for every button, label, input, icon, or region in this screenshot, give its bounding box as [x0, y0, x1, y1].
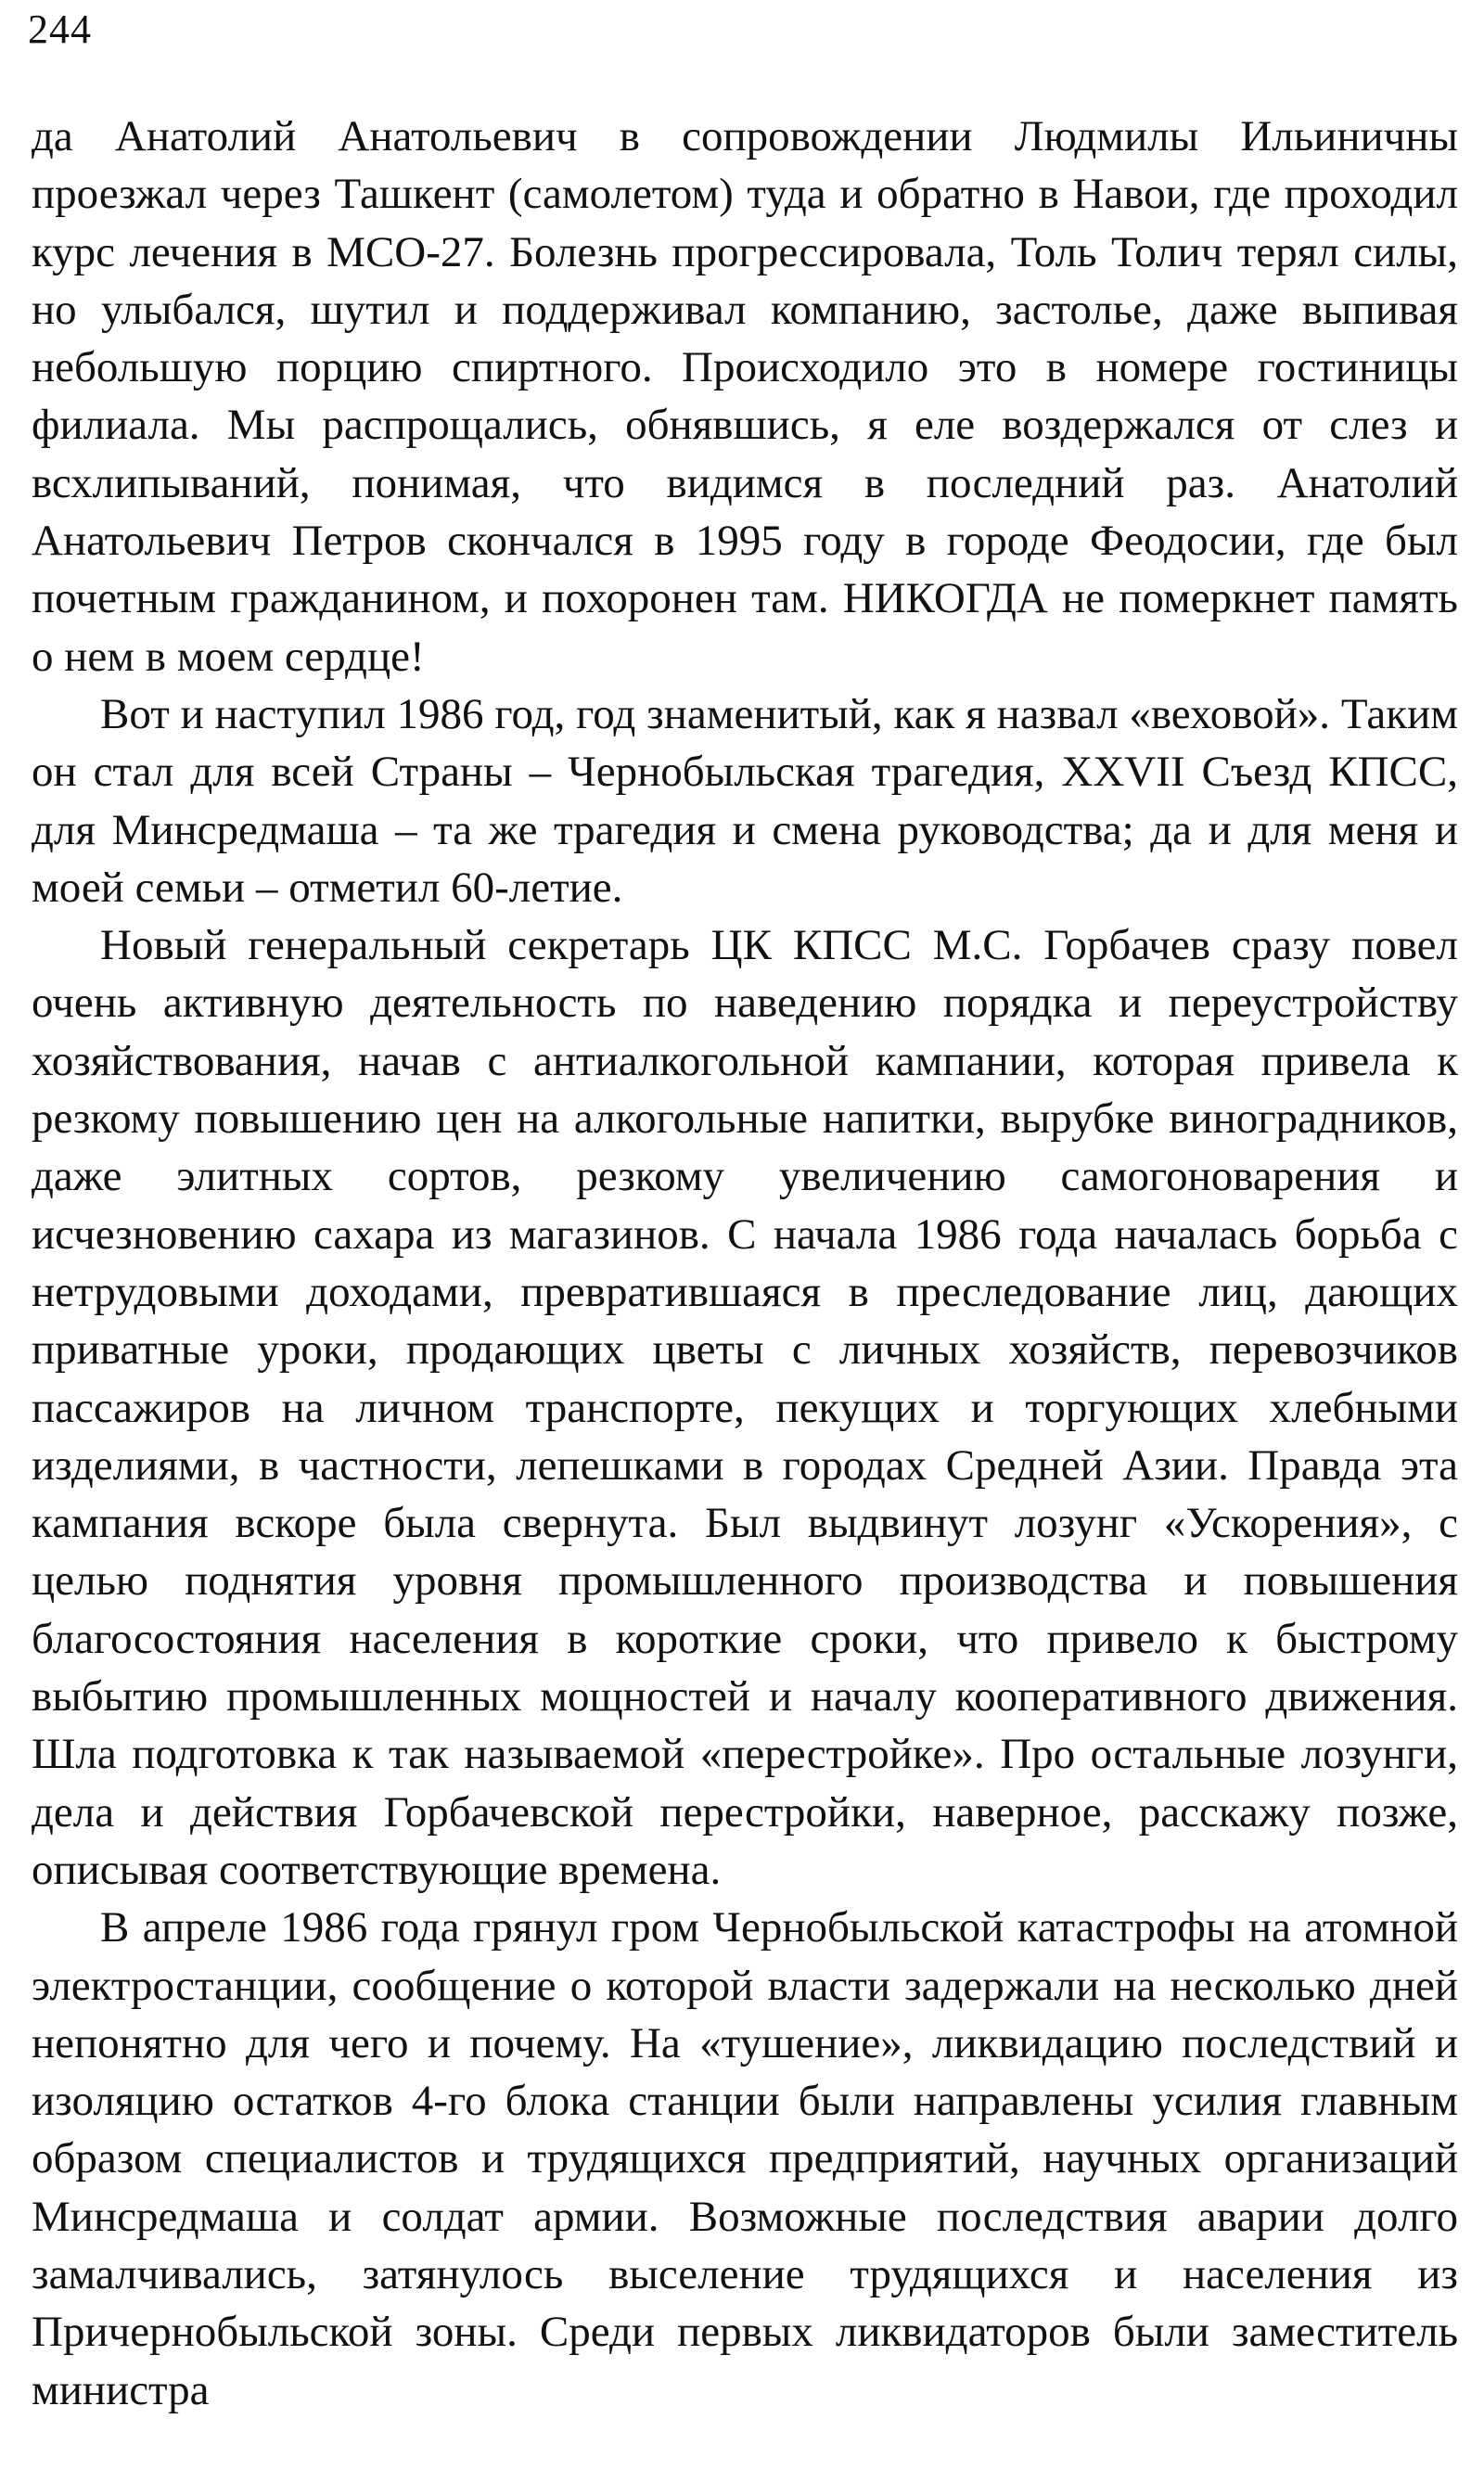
paragraph-3: Новый генеральный секретарь ЦК КПСС М.С. Горбачев сразу повел очень активную деятельность по наведению порядка и переустройству хозяйствования, начав с антиалкогольной кампании, которая привела к резкому повышению цен на алкогольные напитки, вырубке виноградников, даже элитных сортов, резкому увеличению самогоноварения и исчезновению сахара из магазинов. С начала 1986 года началась борьба с нетрудовыми доходами, превратившаяся в преследование лиц, дающих приватные уроки, продающих цветы с личных хозяйств, перевозчиков пассажиров на личном транспорте, пекущих и торгующих хлебными изделиями, в частности, лепешками в городах Средней Азии. Правда эта кампания вскоре была свернута. Был выдвинут лозунг «Ускорения», с целью поднятия уровня промышленного производства и повышения благосостояния населения в короткие сроки, что привело к быстрому выбытию промышленных мощностей и началу кооперативного движения. Шла подготовка к так называемой «перестройке». Про остальные лозунги, дела и действия Горбачевской перестройки, наверное, расскажу позже, описывая соответствующие времена.: [32, 921, 1458, 1894]
paragraph-4: В апреле 1986 года грянул гром Чернобыльской катастрофы на атомной электростанции, сообщение о которой власти задержали на несколько дней непонятно для чего и почему. На «тушение», ликвидацию последствий и изоляцию остатков 4-го блока станции были направлены усилия главным образом специалистов и трудящихся предприятий, научных организаций Минсредмаша и солдат армии. Возможные последствия аварии долго замалчивались, затянулось выселение трудящихся и населения из Причернобыльской зоны. Среди первых ликвидаторов были заместитель министра: [32, 1903, 1458, 2414]
page-body-text: [32, 108, 1458, 2419]
paragraph-2: Вот и наступил 1986 год, год знаменитый, как я назвал «веховой». Таким он стал для всей Страны – Чернобыльская трагедия, XXVII Съезд КПСС, для Минсредмаша – та же трагедия и смена руководства; да и для меня и моей семьи – отметил 60-летие.: [32, 689, 1458, 912]
paragraph-1: да Анатолий Анатольевич в сопровождении Людмилы Ильиничны проезжал через Ташкент (самолетом) туда и обратно в Навои, где проходил курс лечения в МСО-27. Болезнь прогрессировала, Толь Толич терял силы, но улыбался, шутил и поддерживал компанию, застолье, даже выпивая небольшую порцию спиртного. Происходило это в номере гостиницы филиала. Мы распрощались, обнявшись, я еле воздержался от слез и всхлипываний, понимая, что видимся в последний раз. Анатолий Анатольевич Петров скончался в 1995 году в городе Феодосии, где был почетным гражданином, и похоронен там. НИКОГДА не померкнет память о нем в моем сердце!: [32, 112, 1458, 681]
page-number: 244: [28, 6, 92, 52]
